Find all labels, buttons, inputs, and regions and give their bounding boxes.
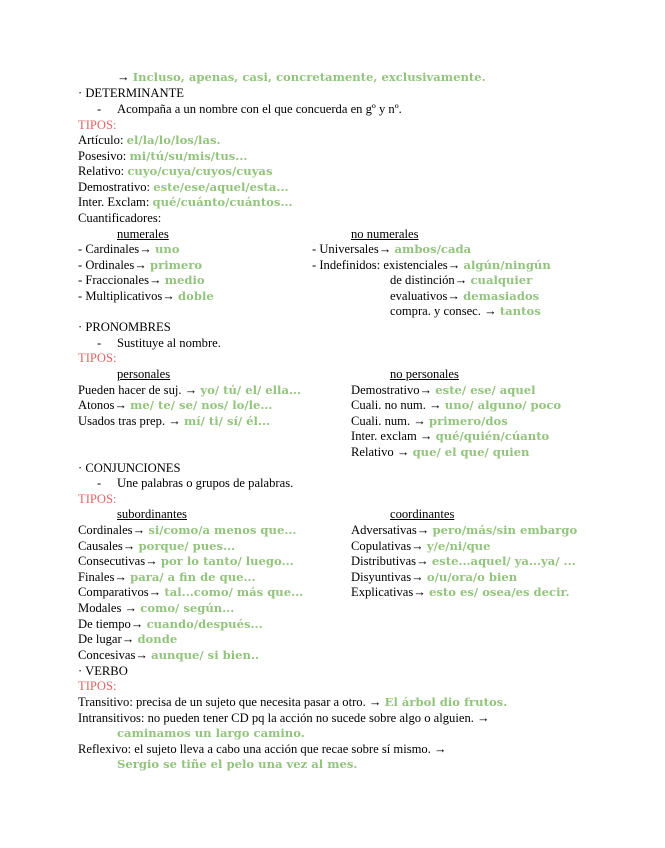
verbo-intransitivo-example: caminamos un largo camino. xyxy=(117,726,305,740)
subordinante-row: Comparativos→ tal...como/ más que... xyxy=(78,585,304,599)
personal-row: Usados tras prep. → mí/ ti/ sí/ él... xyxy=(78,414,271,428)
no-personal-row: Cuali. num. → primero/dos xyxy=(351,414,508,428)
subordinante-row: De lugar→ donde xyxy=(78,632,178,646)
subordinante-row: Modales → como/ según... xyxy=(78,601,235,615)
verbo-heading: · VERBO xyxy=(78,664,128,678)
personal-row: Pueden hacer de suj. → yo/ tú/ el/ ella... xyxy=(78,383,302,397)
conjunciones-desc: Une palabras o grupos de palabras. xyxy=(117,476,294,490)
no-personal-row: Demostrativo→ este/ ese/ aquel xyxy=(351,383,536,397)
determinante-tipos: TIPOS: xyxy=(78,118,117,132)
coordinante-row: Explicativas→ esto es/ osea/es decir. xyxy=(351,585,570,599)
no-personal-row: Cuali. no num. → uno/ alguno/ poco xyxy=(351,398,562,412)
subordinante-row: Causales→ porque/ pues... xyxy=(78,539,236,553)
no-personal-row: Inter. exclam → qué/quién/cúanto xyxy=(351,429,550,443)
coordinante-row: Adversativas→ pero/más/sin embargo xyxy=(351,523,578,537)
coordinante-row: Distributivas→ este...aquel/ ya...ya/ ... xyxy=(351,554,576,568)
conjunciones-heading: · CONJUNCIONES xyxy=(78,461,181,475)
verbo-tipos: TIPOS: xyxy=(78,679,117,693)
subordinante-row: Cordinales→ si/como/a menos que... xyxy=(78,523,297,537)
numeral-row: - Cardinales→ uno xyxy=(78,242,180,256)
intro-arrow: → xyxy=(117,70,133,84)
no-numeral-row: - Universales→ ambos/cada xyxy=(312,242,472,256)
pronombres-tipos: TIPOS: xyxy=(78,351,117,365)
verbo-reflexivo: Reflexivo: el sujeto lleva a cabo una acción que recae sobre sí mismo. → xyxy=(78,742,447,756)
det-row: Posesivo: mi/tú/su/mis/tus... xyxy=(78,149,248,163)
determinante-desc: Acompaña a un nombre con el que concuerda en gº y nº. xyxy=(117,102,402,116)
subordinante-row: Finales→ para/ a fin de que... xyxy=(78,570,256,584)
intro-line xyxy=(117,70,486,86)
personales-title: personales xyxy=(117,367,171,381)
verbo-reflexivo-example: Sergio se tiñe el pelo una vez al mes. xyxy=(117,757,358,771)
personal-row: Atonos→ me/ te/ se/ nos/ lo/le... xyxy=(78,398,273,412)
det-row: Artículo: el/la/lo/los/las. xyxy=(78,133,221,147)
verbo-intransitivo: Intransitivos: no pueden tener CD pq la acción no sucede sobre algo o alguien. → xyxy=(78,711,490,725)
no-personales-title: no personales xyxy=(390,367,459,381)
numerales-title: numerales xyxy=(117,227,169,241)
determinante-desc-line: - Acompaña a un nombre con el que concuerda en gº y nº. xyxy=(97,102,402,116)
determinante-heading: · DETERMINANTE xyxy=(78,86,184,100)
subordinante-row: De tiempo→ cuando/después... xyxy=(78,617,263,631)
subordinantes-title: subordinantes xyxy=(117,507,187,521)
det-row: Demostrativo: este/ese/aquel/esta... xyxy=(78,180,289,194)
det-row: Inter. Exclam: qué/cuánto/cuántos... xyxy=(78,195,293,209)
no-numeral-row: evaluativos→ demasiados xyxy=(390,289,540,303)
no-numeral-row: - Indefinidos: existenciales→ algún/ningún xyxy=(312,258,551,272)
numeral-row: - Multiplicativos→ doble xyxy=(78,289,214,303)
no-numeral-row: compra. y consec. → tantos xyxy=(390,304,541,318)
pronombres-desc: Sustituye al nombre. xyxy=(117,336,221,350)
no-numeral-row: de distinción→ cualquier xyxy=(390,273,533,287)
no-numerales-title: no numerales xyxy=(351,227,419,241)
pronombres-desc-line: - Sustituye al nombre. xyxy=(97,336,221,350)
intro-text: Incluso, apenas, casi, concretamente, exclusivamente. xyxy=(132,70,486,84)
subordinante-row: Concesivas→ aunque/ si bien.. xyxy=(78,648,260,662)
conjunciones-desc-line: - Une palabras o grupos de palabras. xyxy=(97,476,294,490)
det-row: Relativo: cuyo/cuya/cuyos/cuyas xyxy=(78,164,273,178)
no-personal-row: Relativo → que/ el que/ quien xyxy=(351,445,530,459)
verbo-transitivo: Transitivo: precisa de un sujeto que necesita pasar a otro. → El árbol dio frutos. xyxy=(78,695,508,709)
numeral-row: - Ordinales→ primero xyxy=(78,258,203,272)
pronombres-heading: · PRONOMBRES xyxy=(78,320,171,334)
coordinante-row: Disyuntivas→ o/u/ora/o bien xyxy=(351,570,518,584)
cuantificadores-label: Cuantificadores: xyxy=(78,211,162,225)
numeral-row: - Fraccionales→ medio xyxy=(78,273,205,287)
coordinantes-title: coordinantes xyxy=(390,507,455,521)
coordinante-row: Copulativas→ y/e/ni/que xyxy=(351,539,491,553)
subordinante-row: Consecutivas→ por lo tanto/ luego... xyxy=(78,554,294,568)
conjunciones-tipos: TIPOS: xyxy=(78,492,117,506)
